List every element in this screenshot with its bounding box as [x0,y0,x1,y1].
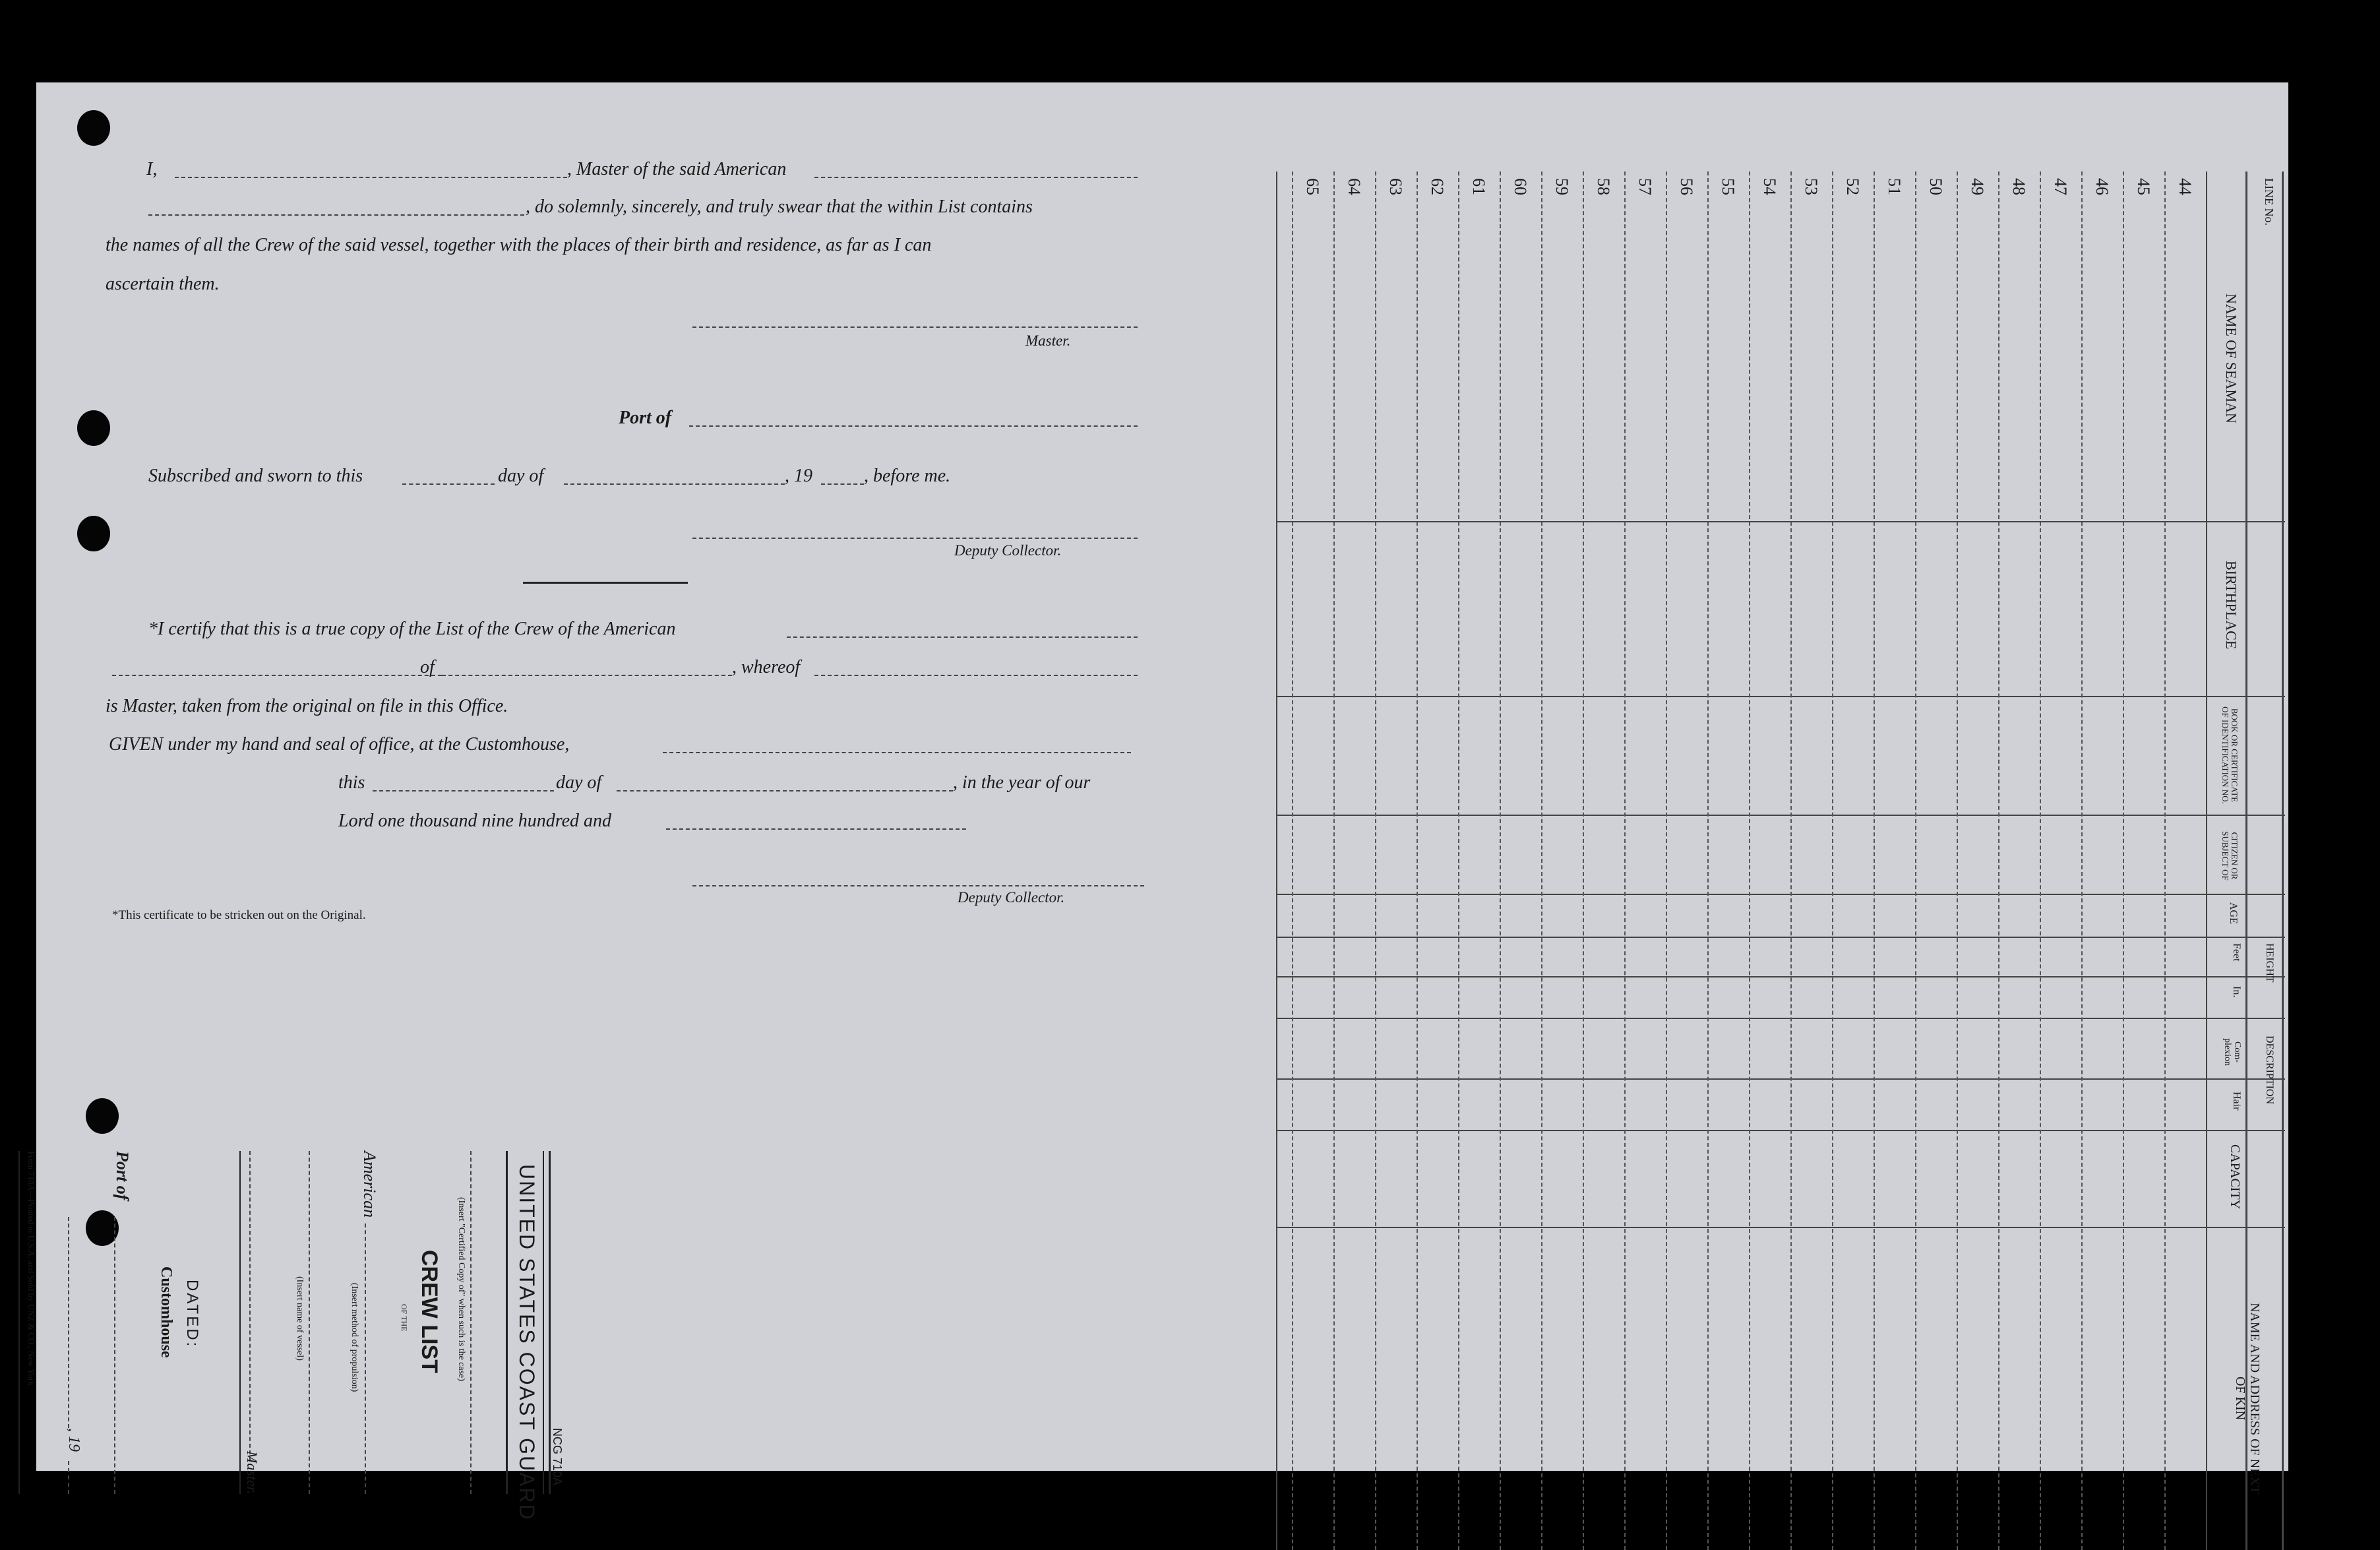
crew-row[interactable] [1500,204,1541,1550]
crew-row[interactable] [1749,204,1790,1550]
line-number: 55 [1718,178,1738,195]
crew-row[interactable] [1874,204,1915,1550]
line-number: 63 [1386,178,1405,195]
grid-border [1276,171,1277,1550]
header-height: HEIGHT [2264,943,2275,983]
master-signature-field[interactable] [692,326,1138,328]
crew-row[interactable] [1541,204,1583,1550]
cert-month-field[interactable] [617,790,953,791]
cover-date-field[interactable] [68,1217,69,1428]
cover-year: , 19 [65,1428,82,1452]
header-citizen: CITIZEN OR SUBJECT OF [2220,831,2240,881]
cert-day: day of [556,772,602,793]
agency-name: UNITED STATES COAST GUARD [515,1164,539,1521]
crew-row[interactable] [1915,204,1957,1550]
deputy-signature-field[interactable] [692,538,1138,539]
cert-this: this [338,772,365,793]
crew-row[interactable] [2123,204,2164,1550]
line-number: 64 [1344,178,1364,195]
deputy-label: Deputy Collector. [954,542,1062,559]
cover-master: Master. [244,1451,260,1495]
subscribed-year: , 19 [785,466,812,486]
line-number: 61 [1469,178,1488,195]
cover-rule [543,1151,544,1494]
crew-row[interactable] [1417,204,1458,1550]
cert-deputy-label: Deputy Collector. [958,889,1065,906]
cover-panel [0,1151,570,1521]
line-number: 58 [1593,178,1613,195]
oath-line2: , do solemnly, sincerely, and truly swear that the within List contains [526,197,1033,217]
line-number: 49 [1967,178,1987,195]
insert-note: (Insert "Certified Copy of" when such is the case) [456,1197,466,1381]
line-number: 56 [1676,178,1696,195]
header-description: DESCRIPTION [2264,1036,2275,1105]
line-number: 46 [2092,178,2112,195]
crew-row[interactable] [1832,204,1874,1550]
grid-border [2206,171,2207,1550]
crew-row[interactable] [1957,204,1998,1550]
cert-of: of [420,657,435,677]
printer-line: Form 710A—Printed in U.S.A. and Sold by UNZ & CO., New York [26,1151,36,1386]
certified-copy-field[interactable] [470,1151,472,1494]
vessel-name-field-2[interactable] [148,214,524,216]
binder-hole [77,410,110,446]
cert-year-field[interactable] [666,828,966,830]
oath-i: I, [146,159,158,179]
cert-line6: Lord one thousand nine hundred and [338,811,612,831]
line-number: 53 [1801,178,1821,195]
of-the: OF THE [400,1304,409,1332]
subscribed-suffix: , before me. [864,466,951,486]
crew-row[interactable] [1624,204,1666,1550]
binder-hole [86,1098,119,1134]
divider [523,582,688,584]
subscribed-day: day of [498,466,544,486]
line-number: 50 [1926,178,1945,195]
port-label: Port of [619,408,672,428]
american-label: American [360,1151,379,1218]
header-book: BOOK OR CERTIFICATE OF IDENTIFICATION NO. [2220,706,2240,804]
line-number: 62 [1427,178,1447,195]
cover-port: Port of [113,1151,132,1200]
crew-list-title: CREW LIST [417,1250,442,1373]
crew-row[interactable] [1583,204,1624,1550]
crew-row[interactable] [1333,204,1375,1550]
line-number: 54 [1759,178,1779,195]
cert-vessel-field-2[interactable] [112,675,442,676]
crew-row[interactable] [1666,204,1707,1550]
vessel-name-field[interactable] [814,177,1138,178]
crew-row[interactable] [1458,204,1500,1550]
header-name: NAME OF SEAMAN [2223,294,2240,423]
header-hair: Hair [2231,1092,2242,1111]
line-number: 60 [1510,178,1530,195]
form-page [26,82,2288,1521]
sworn-day-field[interactable] [402,483,495,485]
cert-customhouse-field[interactable] [663,752,1131,753]
oath-line3: the names of all the Crew of the said vessel, together with the places of their birth and residence, as far as I can [106,235,932,255]
master-field[interactable] [249,1151,251,1461]
cover-rule [18,1151,20,1494]
line-number: 59 [1552,178,1571,195]
master-label: Master. [1025,332,1071,349]
line-number: 48 [2009,178,2029,195]
port-field[interactable] [689,425,1138,427]
header-complexion: Com-plexion [2222,1038,2242,1066]
dated-label: DATED: [183,1280,201,1349]
cover-port-field[interactable] [114,1217,115,1494]
header-age: AGE [2228,902,2239,924]
cert-line1: *I certify that this is a true copy of the List of the Crew of the American [148,619,676,639]
cover-rule [506,1151,508,1494]
header-inches: In. [2231,986,2242,998]
oath-line1: , Master of the said American [567,159,787,179]
header-feet: Feet [2231,943,2242,962]
vessel-field[interactable] [309,1151,310,1494]
propulsion-field[interactable] [365,1224,366,1494]
header-line-no: LINE No. [2263,178,2276,226]
header-capacity: CAPACITY [2228,1144,2242,1210]
cert-vessel-field[interactable] [787,636,1138,638]
cert-footnote: *This certificate to be stricken out on the Original. [112,908,366,922]
crew-row[interactable] [2164,204,2206,1550]
crew-row[interactable] [1292,204,1333,1550]
crew-grid [1276,171,2285,1550]
header-birthplace: BIRTHPLACE [2223,561,2240,650]
line-number: 51 [1884,178,1904,195]
cover-year-field[interactable] [68,1461,69,1494]
cert-deputy-field[interactable] [692,885,1144,886]
subscribed-prefix: Subscribed and sworn to this [148,466,363,486]
binder-hole [77,516,110,551]
form-code: NCG 710A [551,1428,564,1486]
cert-whereof: , whereof [732,657,801,677]
vessel-note: (Insert name of vessel) [295,1276,305,1361]
master-name-field[interactable] [175,177,567,178]
cert-day-field[interactable] [373,790,554,791]
cert-year-suffix: , in the year of our [953,772,1091,793]
line-number: 65 [1302,178,1322,195]
cert-line3: is Master, taken from the original on file in this Office. [106,696,508,716]
grid-border [2282,171,2284,1550]
line-number: 44 [2175,178,2195,195]
line-number: 57 [1635,178,1655,195]
cert-line4: GIVEN under my hand and seal of office, at the Customhouse, [109,734,570,755]
cover-rule [549,1151,551,1494]
line-number: 52 [1843,178,1862,195]
propulsion-note: (Insert method of propulsion) [350,1283,359,1392]
binder-hole [77,110,110,146]
oath-line4: ascertain them. [106,274,220,294]
cert-master-field[interactable] [814,675,1138,676]
crew-row[interactable] [1998,204,2040,1550]
cover-rule [239,1151,241,1494]
crew-row[interactable] [1790,204,1832,1550]
sworn-month-field[interactable] [564,483,785,485]
crew-row[interactable] [1707,204,1749,1550]
crew-row[interactable] [1375,204,1417,1550]
sworn-year-field[interactable] [821,483,864,485]
cert-port-field[interactable] [442,675,732,676]
line-number: 45 [2133,178,2153,195]
customhouse-label: Customhouse [158,1266,175,1358]
crew-row[interactable] [2040,204,2081,1550]
header-kin: NAME AND ADDRESS OF NEXT OF KIN [2233,1302,2262,1495]
line-number: 47 [2050,178,2070,195]
crew-row[interactable] [2081,204,2123,1550]
